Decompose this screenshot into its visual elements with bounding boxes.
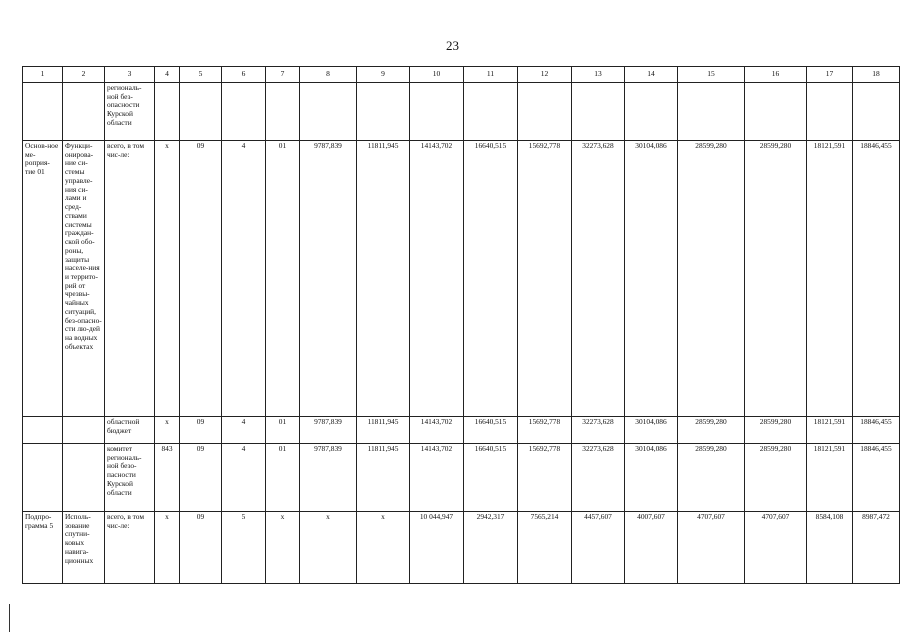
table-cell: 4: [222, 444, 266, 512]
column-header: 8: [300, 67, 357, 83]
table-cell: 9787,839: [300, 141, 357, 417]
table-cell: 9787,839: [300, 444, 357, 512]
main-event-total-row: [23, 141, 900, 417]
continuation-label: региональ-ной без-опасности Курской области: [105, 83, 155, 141]
table-cell: 28599,280: [745, 417, 807, 444]
column-header: 18: [853, 67, 900, 83]
main-event-regional-budget-row: [23, 417, 900, 444]
table-cell: 14143,702: [410, 444, 464, 512]
column-header: 1: [23, 67, 63, 83]
continuation-row: [23, 83, 900, 141]
table-cell: 09: [180, 444, 222, 512]
table-cell: 16640,515: [464, 417, 518, 444]
table-cell: 28599,280: [678, 141, 745, 417]
column-header: 6: [222, 67, 266, 83]
page-number: 23: [446, 38, 459, 53]
column-header: 7: [266, 67, 300, 83]
main-event-description: Функци-онирова-ние си-стемы управле-ния си-лами и сред-ствами системы граждан-ской обо-роны, защиты населе-ния и террито-рий от чрезвы-чайных ситуаций, без-опасно-сти лю-дей на водных объектах: [63, 141, 105, 417]
table-cell: 15692,778: [518, 417, 572, 444]
table-cell: 16640,515: [464, 141, 518, 417]
table-cell: 09: [180, 141, 222, 417]
table-cell: 18121,591: [807, 141, 853, 417]
table-cell: 30104,086: [625, 417, 678, 444]
table-cell: 32273,628: [572, 141, 625, 417]
column-header: 13: [572, 67, 625, 83]
table-cell: 4007,607: [625, 512, 678, 584]
table-cell: 01: [266, 141, 300, 417]
table-cell: 28599,280: [678, 444, 745, 512]
table-cell: 14143,702: [410, 417, 464, 444]
table-cell: 30104,086: [625, 444, 678, 512]
subprogram-name: Подпро-грамма 5: [23, 512, 63, 584]
table-cell: 9787,839: [300, 417, 357, 444]
column-header: 11: [464, 67, 518, 83]
row-label: всего, в том чис-ле:: [105, 512, 155, 584]
column-header: 15: [678, 67, 745, 83]
table-cell: 14143,702: [410, 141, 464, 417]
table-body: [23, 67, 900, 584]
table-cell: 10 044,947: [410, 512, 464, 584]
table-cell: 2942,317: [464, 512, 518, 584]
table-cell: 7565,214: [518, 512, 572, 584]
table-cell: 01: [266, 444, 300, 512]
table-cell: х: [266, 512, 300, 584]
column-header: 4: [155, 67, 180, 83]
table-cell: 8584,108: [807, 512, 853, 584]
table-cell: 4: [222, 417, 266, 444]
column-header: 12: [518, 67, 572, 83]
table-cell: 09: [180, 417, 222, 444]
row-label: всего, в том чис-ле:: [105, 141, 155, 417]
table-cell: 15692,778: [518, 444, 572, 512]
table-cell: 28599,280: [745, 141, 807, 417]
column-header: 10: [410, 67, 464, 83]
table-cell: 16640,515: [464, 444, 518, 512]
main-event-committee-row: [23, 444, 900, 512]
table-cell: 4: [222, 141, 266, 417]
table-cell: 18846,455: [853, 417, 900, 444]
budget-table: [22, 66, 900, 584]
table-cell: 32273,628: [572, 417, 625, 444]
table-cell: 18121,591: [807, 417, 853, 444]
table-cell: х: [357, 512, 410, 584]
row-label: комитет региональ-ной безо-пасности Курской области: [105, 444, 155, 512]
subprogram-total-row: [23, 512, 900, 584]
column-header: 16: [745, 67, 807, 83]
table-cell: 11811,945: [357, 444, 410, 512]
table-cell: х: [300, 512, 357, 584]
table-cell: 18846,455: [853, 444, 900, 512]
table-cell: 28599,280: [678, 417, 745, 444]
table-cell: 11811,945: [357, 141, 410, 417]
table-cell: 09: [180, 512, 222, 584]
table-cell: 32273,628: [572, 444, 625, 512]
table-cell: 18846,455: [853, 141, 900, 417]
table-cell: 11811,945: [357, 417, 410, 444]
header-row: [23, 67, 900, 83]
table-cell: 4707,607: [678, 512, 745, 584]
row-label: областной бюджет: [105, 417, 155, 444]
column-header: 3: [105, 67, 155, 83]
column-header: 17: [807, 67, 853, 83]
column-header: 14: [625, 67, 678, 83]
table-cell: 8987,472: [853, 512, 900, 584]
table-cell: 5: [222, 512, 266, 584]
scan-edge-mark: [9, 604, 10, 632]
table-cell: 30104,086: [625, 141, 678, 417]
table-cell: х: [155, 417, 180, 444]
table-cell: 843: [155, 444, 180, 512]
table-cell: 4457,607: [572, 512, 625, 584]
table-cell: х: [155, 512, 180, 584]
table-cell: х: [155, 141, 180, 417]
table-cell: 18121,591: [807, 444, 853, 512]
table-cell: 28599,280: [745, 444, 807, 512]
table-cell: 4707,607: [745, 512, 807, 584]
column-header: 2: [63, 67, 105, 83]
column-header: 5: [180, 67, 222, 83]
table-cell: 15692,778: [518, 141, 572, 417]
main-event-name: Основ-ное ме-роприя-тие 01: [23, 141, 63, 417]
subprogram-description: Исполь-зование спутни-ковых навига-ционных: [63, 512, 105, 584]
column-header: 9: [357, 67, 410, 83]
table-cell: 01: [266, 417, 300, 444]
